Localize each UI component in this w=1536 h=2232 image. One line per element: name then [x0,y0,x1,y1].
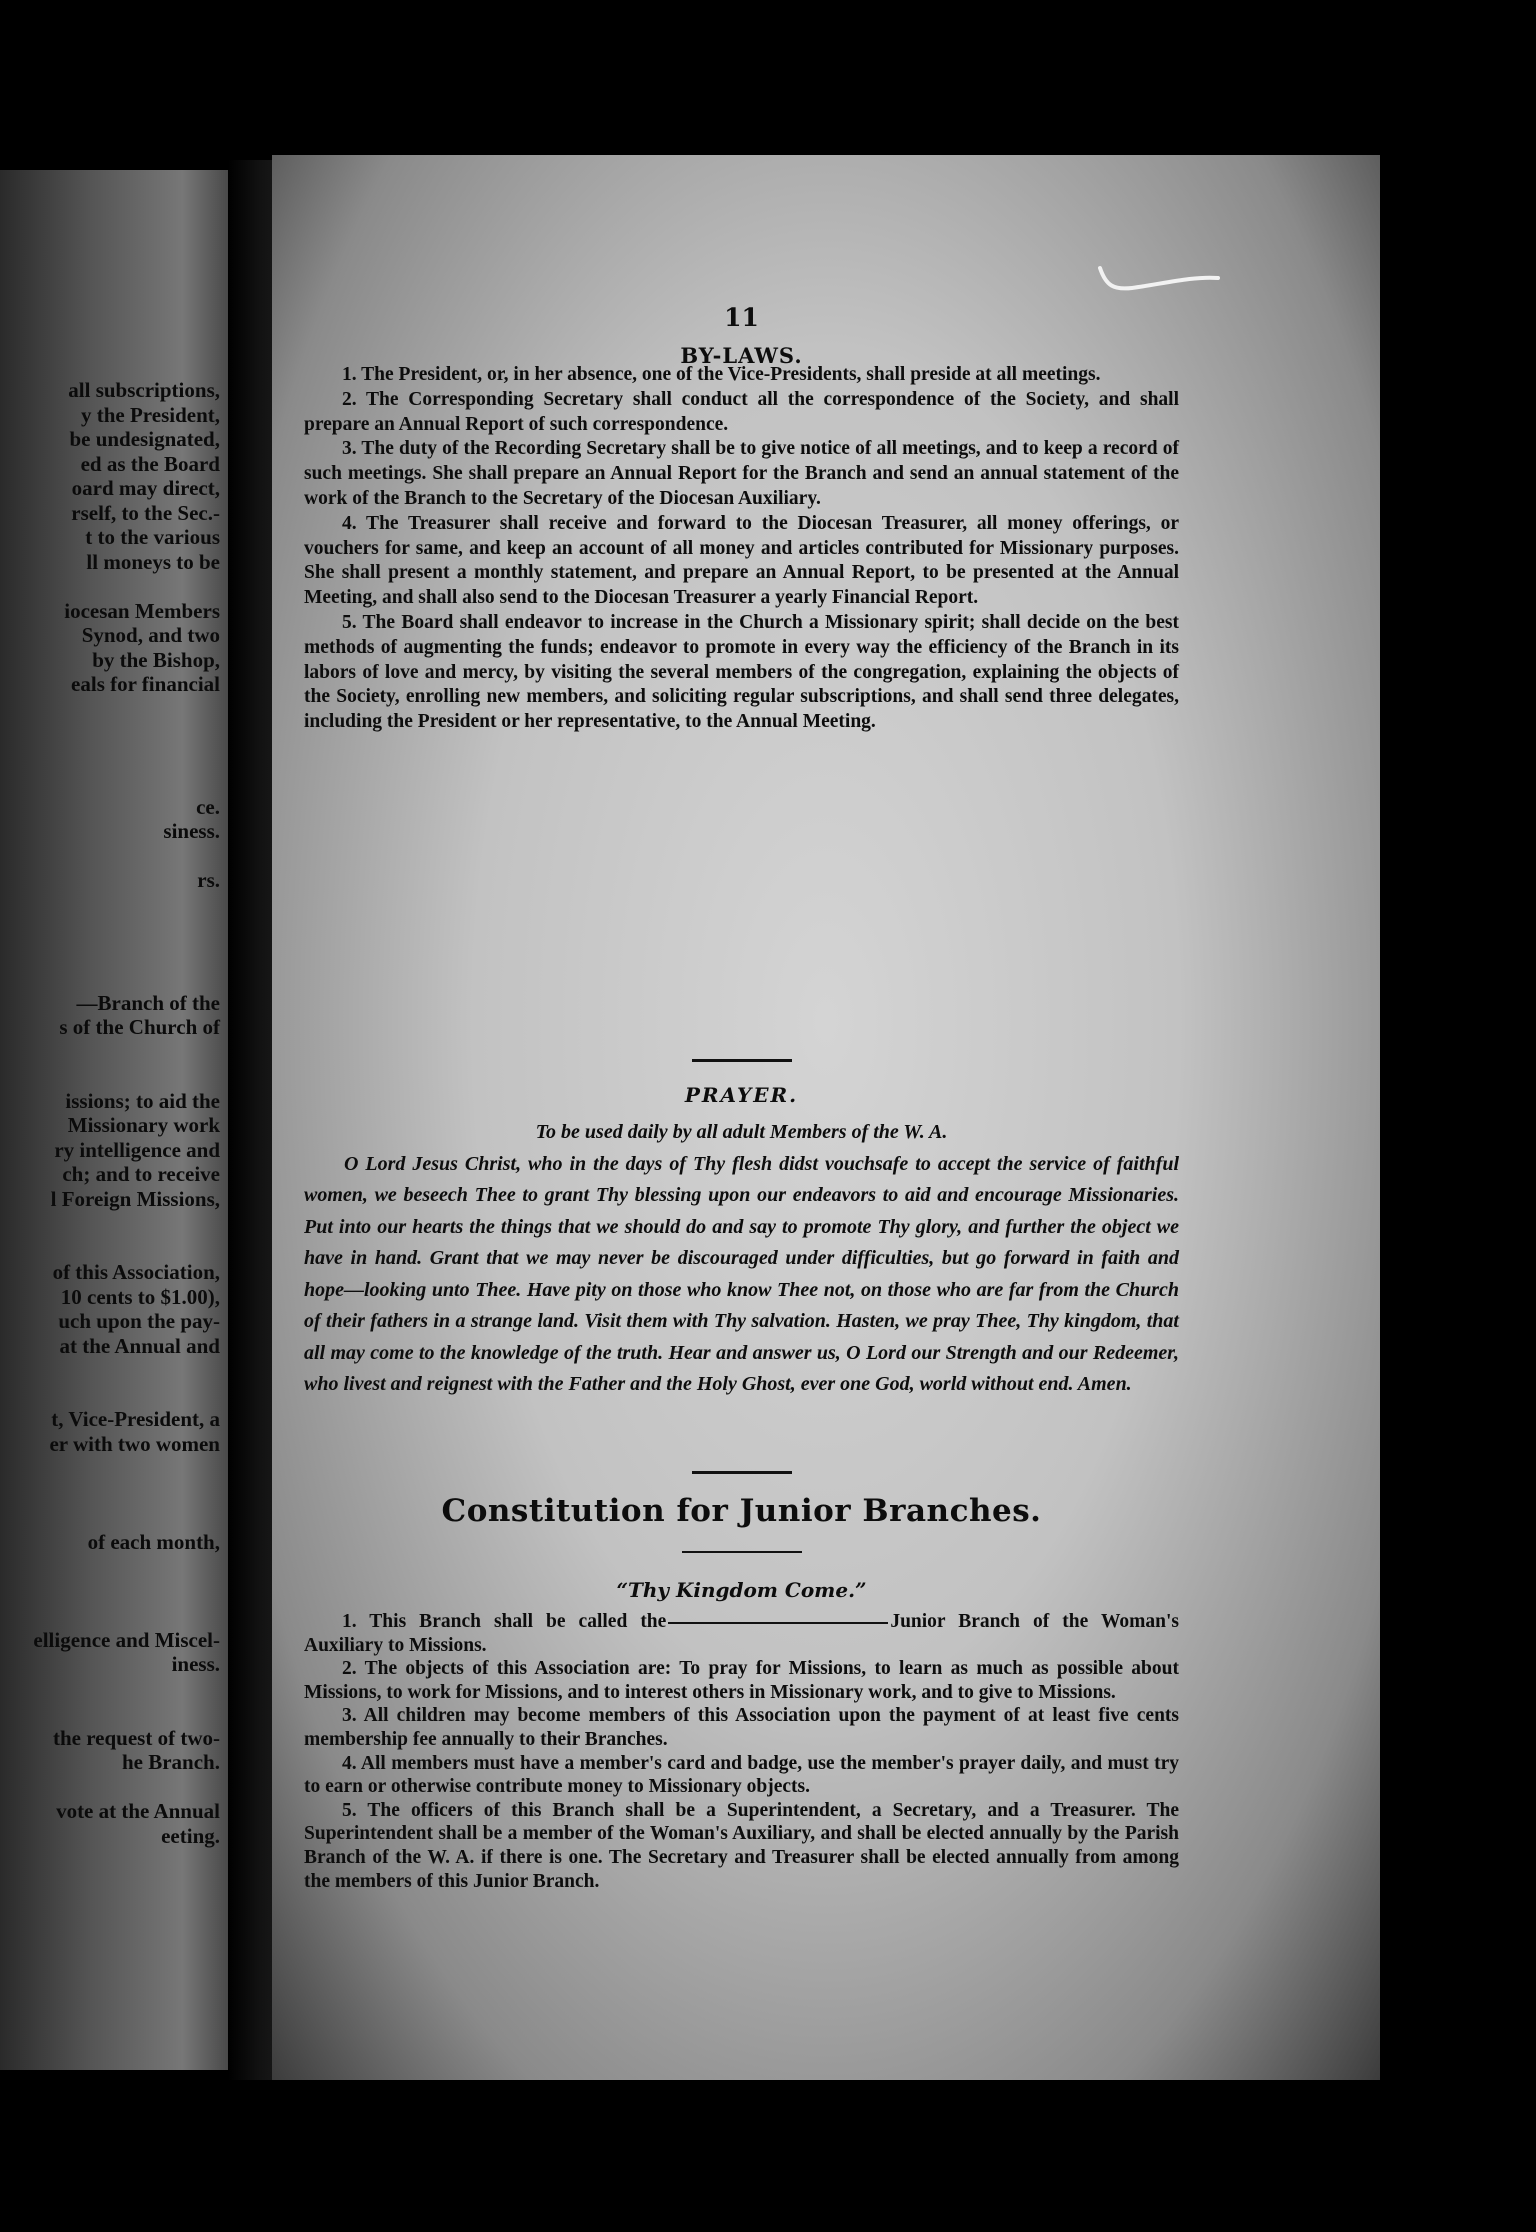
bylaw-item: 2. The Corresponding Secretary shall conduct all the correspondence of the Society, and shall prepare an Annual Report of such correspondence. [304,388,1179,435]
left-page-line [0,574,220,599]
left-page-line: ch; and to receive [62,1162,220,1186]
prayer-subtitle: To be used daily by all adult Members of the W. A. [535,1121,948,1143]
constitution-item-text: Junior Branch of the Woman's Auxiliary to Missions. [304,1611,1179,1656]
left-page-line: elligence and Miscel- [33,1627,220,1652]
left-page-line [0,1358,220,1383]
left-page-line: issions; to aid the [65,1088,220,1113]
left-page-line: l Foreign Missions, [50,1186,220,1211]
left-page-line: oard may direct, [71,476,220,500]
bylaw-item: 4. The Treasurer shall receive and forward to the Diocesan Treasurer, all money offerings, or vouchers for same, and keep an account of all money and articles contributed for Missionary purposes. She shall present a monthly statement, and prepare an Annual Report, to be presented at the Annual Meeting, and shall also send to the Diocesan Treasurer a yearly Financial Report. [304,512,1179,609]
left-page-line [0,893,220,918]
left-page-text [0,378,220,1848]
left-page-line: all subscriptions, [68,378,220,402]
constitution-section [304,1610,1179,1893]
left-page-line [0,1579,220,1604]
bylaws-section [304,363,1179,735]
left-page-line [0,1236,220,1261]
left-page-line: be undesignated, [69,427,220,451]
left-page-line: Missionary work [67,1113,220,1137]
left-page-line: y the President, [80,402,220,427]
left-page-line: iocesan Members [64,598,220,623]
left-page-line: rs. [197,868,220,892]
left-page-line: ry intelligence and [54,1137,220,1162]
left-page-line: t, Vice-President, a [51,1407,220,1431]
left-page-line [0,1505,220,1530]
left-page-line: eals for financial [71,672,220,696]
left-page-line: siness. [163,819,220,843]
bylaw-item: 1. The President, or, in her absence, one of the Vice-Presidents, shall preside at all meetings. [342,364,1101,385]
left-page-line: of each month, [87,1529,220,1554]
left-facing-page [0,170,228,2070]
prayer-title: PRAYER. [684,1083,799,1107]
page-number: 11 [724,303,759,332]
left-page-line [0,1603,220,1628]
prayer-section [304,1117,1179,1401]
left-page-line: vote at the Annual [56,1799,220,1823]
left-page-line [0,1677,220,1702]
divider-rule [692,1059,792,1062]
left-page-line: rself, to the Sec.- [71,500,220,525]
left-page-line [0,1554,220,1579]
divider-rule [692,1471,792,1474]
left-page-line: ll moneys to be [86,549,220,574]
left-page-line [0,917,220,942]
left-page-line: iness. [171,1652,220,1676]
left-page-line: t to the various [85,525,220,549]
left-page-line: eeting. [161,1823,220,1848]
left-page-line [0,697,220,722]
constitution-item-text: 1. This Branch shall be called the [342,1611,667,1632]
divider-rule [682,1551,802,1553]
left-page-line [0,1211,220,1236]
left-page-line [0,966,220,991]
left-page-line: er with two women [49,1431,220,1456]
left-page-line [0,942,220,967]
left-page-line [0,746,220,771]
left-page-line [0,1701,220,1726]
left-page-line: ed as the Board [80,451,220,476]
left-page-line: ce. [196,794,220,819]
left-page-line: —Branch of the [76,990,220,1015]
bylaw-item: 3. The duty of the Recording Secretary shall be to give notice of all meetings, and to keep a record of such meetings. She shall prepare an Annual Report for the Branch and send an annual statement of the work of the Branch to the Secretary of the Diocesan Auxiliary. [304,438,1179,509]
left-page-line [0,721,220,746]
constitution-item: 4. All members must have a member's card and badge, use the member's prayer daily, and must try to earn or otherwise contribute money to Missionary objects. [304,1752,1179,1798]
pen-mark [1092,260,1222,300]
left-page-line: 10 cents to $1.00), [60,1284,220,1309]
left-page-line [0,1383,220,1408]
constitution-title: Constitution for Junior Branches. [441,1493,1042,1529]
left-page-line: by the Bishop, [92,647,220,672]
constitution-item: 5. The officers of this Branch shall be a Superintendent, a Secretary, and a Treasurer. The Superintendent shall be a member of the Woman's Auxiliary, and shall be elected annually by the Parish Branch of the W. A. if there is one. The Secretary and Treasurer shall be elected annually from among the members of this Junior Branch. [304,1799,1179,1892]
left-page-line: of this Association, [52,1260,220,1284]
left-page-line [0,1481,220,1506]
constitution-motto: “Thy Kingdom Come.” [616,1578,867,1602]
name-blank-line [668,1622,888,1624]
left-page-line: at the Annual and [59,1333,220,1358]
left-page-line [0,1064,220,1089]
left-page-line: he Branch. [121,1750,220,1774]
left-page-line: Synod, and two [81,623,220,647]
constitution-item: 2. The objects of this Association are: To pray for Missions, to learn as much as possible about Missions, to work for Missions, and to interest others in Missionary work, and to give to Missions. [304,1658,1179,1703]
left-page-line: the request of two- [53,1725,220,1750]
constitution-item: 3. All children may become members of this Association upon the payment of at least five cents membership fee annually to their Branches. [304,1705,1179,1750]
bylaw-item: 5. The Board shall endeavor to increase in the Church a Missionary spirit; shall decide on the best methods of augmenting the funds; endeavor to promote in every way the efficiency of the Branch in its labors of love and mercy, by visiting the several members of the congregation, explaining the objects of the Society, enrolling new members, and soliciting regular subscriptions, and shall send three delegates, including the President or her representative, to the Annual Meeting. [304,611,1179,733]
prayer-text: O Lord Jesus Christ, who in the days of Thy flesh didst vouchsafe to accept the service of faithful women, we beseech Thee to grant Thy blessing upon our endeavors to aid and encourage Missionaries. Put into our hearts the things that we should do and say to promote Thy glory, and further the object we have in hand. Grant that we may never be discouraged under difficulties, but go forward in faith and hope—looking unto Thee. Have pity on those who know Thee not, on those who are far from the Church of their fathers in a strange land. Visit them with Thy salvation. Hasten, we pray Thee, Thy kingdom, that all may come to the knowledge of the truth. Hear and answer us, O Lord our Strength and our Redeemer, who livest and reignest with the Father and the Holy Ghost, ever one God, world without end. Amen. [304,1152,1179,1395]
left-page-line [0,1456,220,1481]
left-page-line: uch upon the pay- [58,1309,220,1333]
right-page [272,155,1380,2080]
left-page-line [0,1040,220,1065]
left-page-line [0,770,220,795]
left-page-line [0,844,220,869]
left-page-line [0,1775,220,1800]
left-page-line: s of the Church of [59,1015,220,1039]
bylaws-heading: BY-LAWS. [680,343,803,368]
constitution-item [304,1610,1179,1657]
